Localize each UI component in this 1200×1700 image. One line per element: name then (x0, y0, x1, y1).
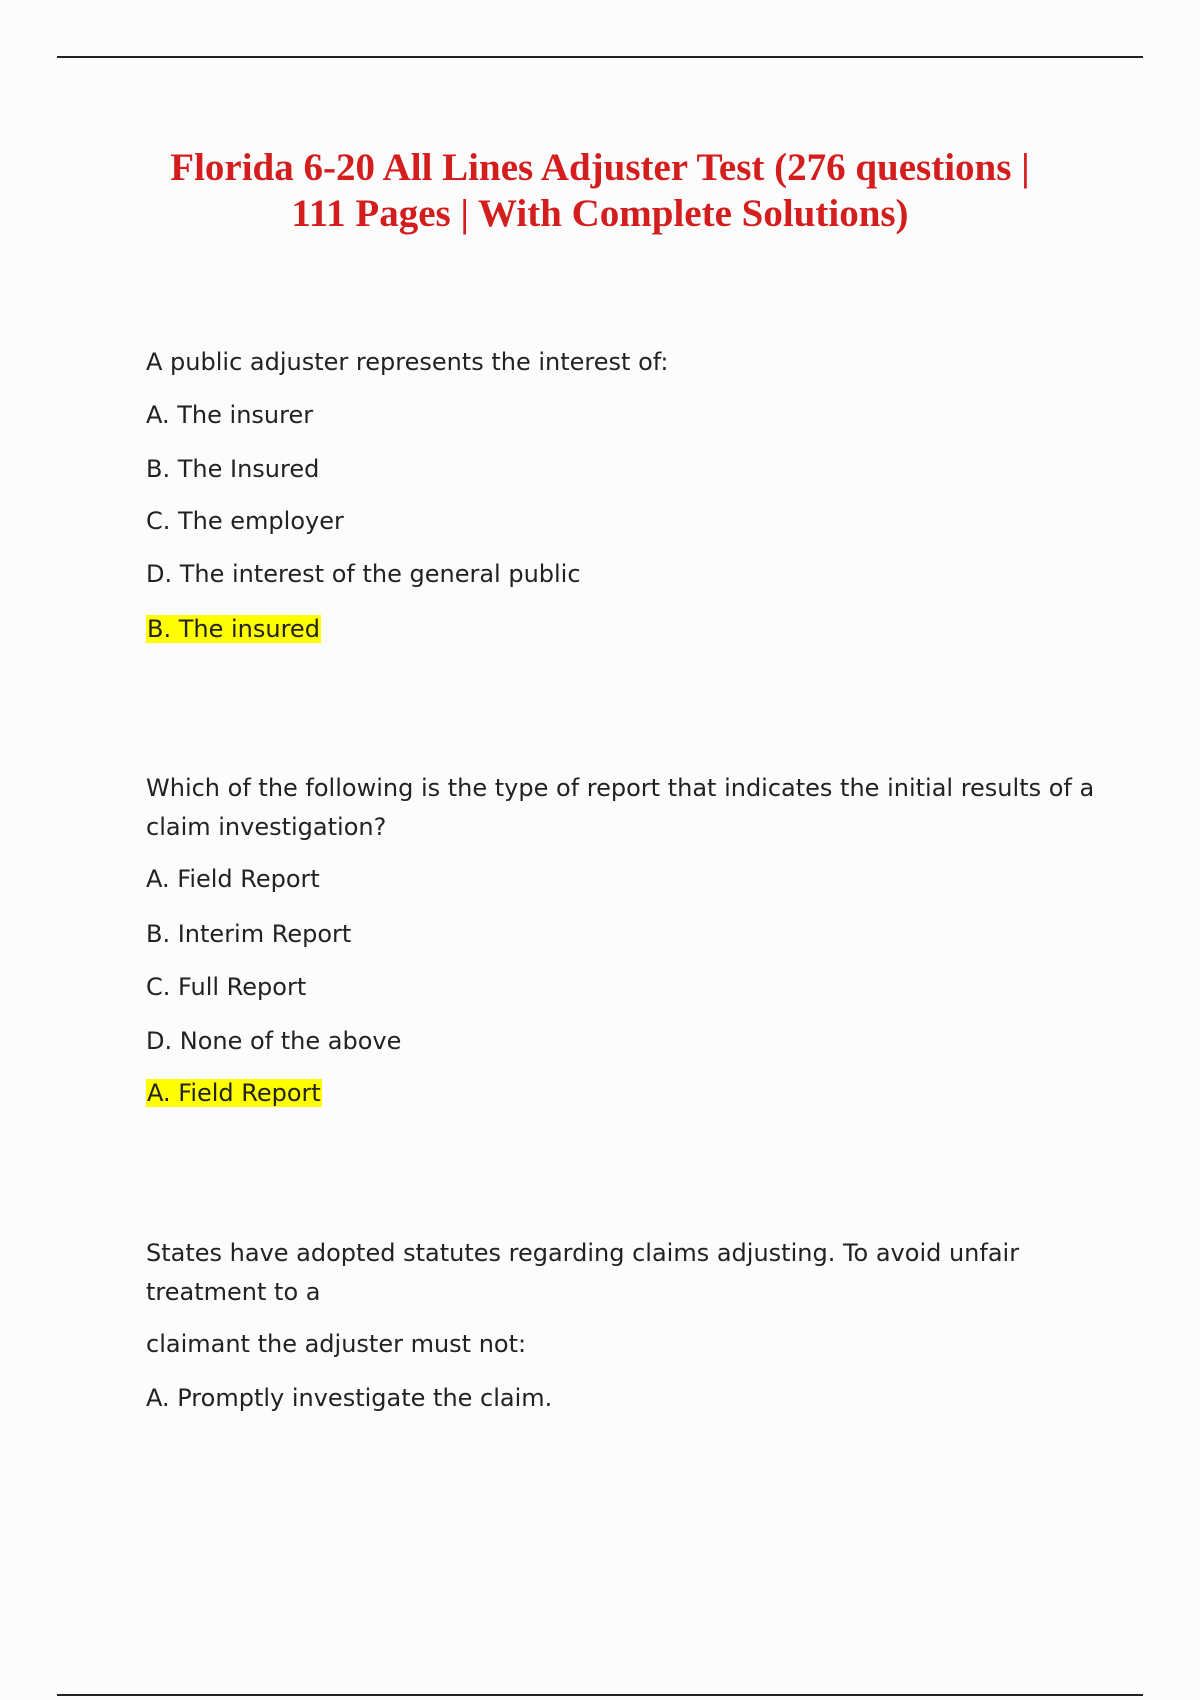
question-2-text-line-1: Which of the following is the type of report that indicates the initial results of a (146, 774, 1095, 802)
question-2-answer-highlight: A. Field Report (147, 1079, 321, 1107)
question-2-text-line-2: claim investigation? (146, 813, 387, 841)
question-2-answer (146, 1078, 322, 1108)
question-3-text-line-2: treatment to a (146, 1278, 321, 1306)
question-2-option-b: B. Interim Report (146, 920, 352, 948)
document-title (120, 145, 1080, 237)
footer-rule (57, 1694, 1143, 1696)
question-2-option-a: A. Field Report (146, 865, 320, 893)
question-1-option-b: B. The Insured (146, 455, 320, 483)
question-1-option-d: D. The interest of the general public (146, 560, 581, 588)
question-1-option-c: C. The employer (146, 507, 344, 535)
question-2-option-c: C. Full Report (146, 973, 307, 1001)
question-3-text-line-3: claimant the adjuster must not: (146, 1330, 527, 1358)
question-3-text-line-1: States have adopted statutes regarding claims adjusting. To avoid unfair (146, 1239, 1020, 1267)
question-1-answer (146, 614, 321, 644)
document-title-line-1: Florida 6-20 All Lines Adjuster Test (276 questions | (170, 146, 1030, 189)
header-rule (57, 56, 1143, 58)
question-2-option-d: D. None of the above (146, 1027, 402, 1055)
document-title-line-2: 111 Pages | With Complete Solutions) (291, 192, 909, 235)
question-1-option-a: A. The insurer (146, 401, 314, 429)
question-1-text: A public adjuster represents the interest of: (146, 348, 669, 376)
question-1-answer-highlight: B. The insured (147, 615, 320, 643)
question-3-option-a: A. Promptly investigate the claim. (146, 1384, 553, 1412)
